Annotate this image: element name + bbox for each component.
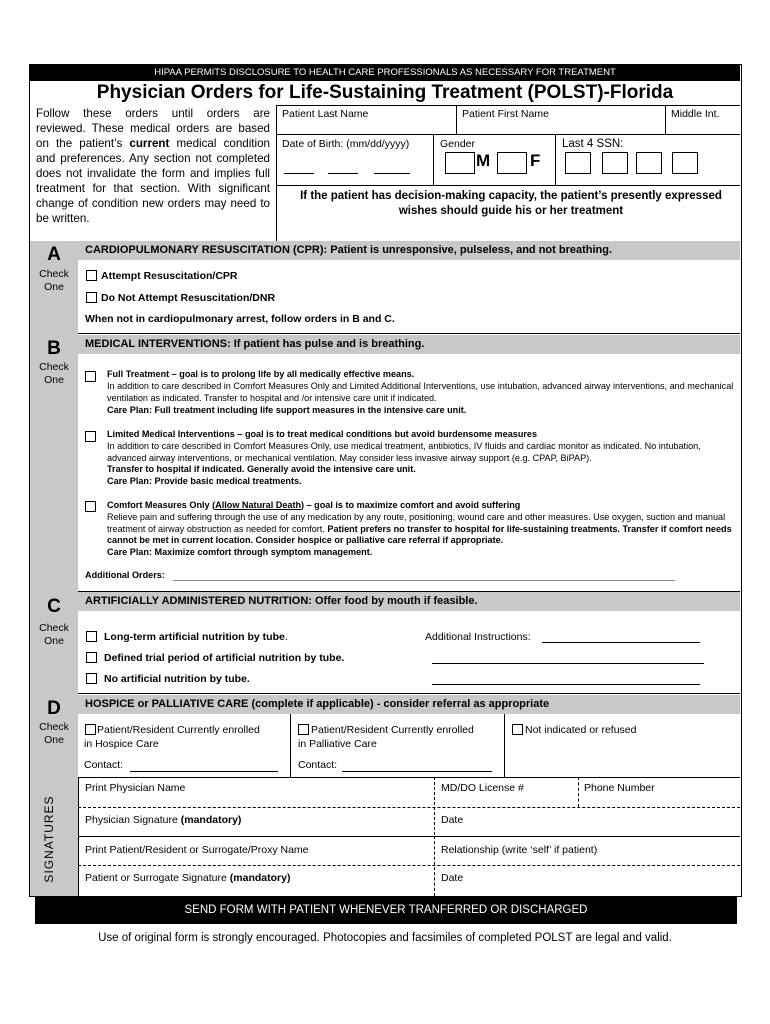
instructions-part-2: medical condition and preferences. Any section not completed does not invalidate the form and implies full treatment for that section. With significant change of condition new orders may need to be written. — [36, 137, 270, 225]
dnr-option: Do Not Attempt Resuscitation/DNR — [101, 292, 276, 304]
section-d-check-one: Check One — [39, 721, 69, 746]
not-indicated-option: Not indicated or refused — [525, 724, 637, 736]
limited-interventions-desc: In addition to care described in Comfort Measures Only, use medical treatment, antibiotics, IV fluids and cardiac monitor as indicated. No intubation, advanced airway interventions, or mechanical ventilation. May consider less invasive airway support (e.g. CPAP, BiPAP). — [107, 441, 701, 463]
section-a-heading: CARDIOPULMONARY RESUSCITATION (CPR): Patient is unresponsive, pulseless, and not breathing. — [85, 244, 613, 256]
divider — [578, 777, 579, 807]
full-treatment-care-plan: Care Plan: Full treatment including life support measures in the intensive care unit. — [107, 405, 467, 415]
physician-name-label: Print Physician Name — [85, 782, 186, 794]
dnr-checkbox[interactable] — [86, 292, 97, 303]
section-c-heading: ARTIFICIALLY ADMINISTERED NUTRITION: Offer food by mouth if feasible. — [85, 595, 478, 607]
form-title: Physician Orders for Life-Sustaining Treatment (POLST)-Florida — [96, 82, 674, 103]
section-b-check-one: Check One — [39, 361, 69, 386]
dob-label: Date of Birth: (mm/dd/yyyy) — [282, 138, 410, 150]
additional-instructions-field-2[interactable] — [432, 663, 704, 664]
mandatory-text: (mandatory) — [229, 872, 291, 884]
full-treatment-desc: In addition to care described in Comfort Measures Only and Limited Additional Interventions, use intubation, advanced airway interventions, and mechanical ventilation as indicated. Transfer to hospital and /or intensive care unit if indicated. — [107, 381, 734, 403]
physician-date-label: Date — [441, 814, 464, 826]
divider — [30, 333, 740, 334]
comfort-measures-title — [107, 500, 520, 512]
gender-f-label: F — [530, 151, 541, 170]
ssn-label: Last 4 SSN: — [562, 138, 624, 150]
divider — [30, 777, 740, 778]
comfort-desc-text: Relieve pain and suffering through the use of any medication by any route, positioning, wound care and other measures. Use oxygen, suction and manual treatment of airway obstruction as needed for comfort. — [107, 512, 726, 534]
not-indicated-checkbox[interactable] — [512, 724, 523, 735]
palliative-contact-label: Contact: — [298, 759, 338, 771]
divider — [290, 714, 291, 777]
additional-orders-label: Additional Orders: — [85, 570, 165, 580]
divider — [78, 807, 740, 808]
comfort-measures-care-plan: Care Plan: Maximize comfort through symptom management. — [107, 547, 373, 557]
divider — [456, 105, 457, 134]
original-form-note: Use of original form is strongly encouraged. Photocopies and facsimiles of completed POLST are legal and valid. — [98, 932, 672, 944]
trial-nutrition-checkbox[interactable] — [86, 652, 97, 663]
comfort-title-a: Comfort Measures Only ( — [107, 500, 216, 510]
comfort-measures-checkbox[interactable] — [85, 501, 96, 512]
capacity-note: If the patient has decision-making capacity, the patient’s presently expressed wishes should guide his or her treatment — [300, 190, 722, 217]
patient-date-label: Date — [441, 872, 464, 884]
no-nutrition-checkbox[interactable] — [86, 673, 97, 684]
divider — [433, 134, 434, 185]
patient-last-name-label: Patient Last Name — [282, 108, 369, 120]
dob-year-field[interactable] — [374, 173, 410, 174]
additional-instructions-field-1[interactable] — [542, 642, 700, 643]
divider — [434, 836, 435, 896]
limited-interventions-title: Limited Medical Interventions – goal is to treat medical conditions but avoid burdensome measures — [107, 429, 538, 439]
patient-name-label: Print Patient/Resident or Surrogate/Proxy Name — [85, 844, 309, 856]
gender-m-label: M — [476, 151, 491, 170]
license-label: MD/DO License # — [441, 782, 524, 794]
patient-first-name-label: Patient First Name — [462, 108, 549, 120]
physician-signature-label — [85, 814, 241, 827]
divider — [30, 693, 740, 694]
no-nutrition-option: No artificial nutrition by tube. — [104, 673, 250, 685]
divider — [276, 105, 740, 106]
section-b-heading: MEDICAL INTERVENTIONS: If patient has pulse and is breathing. — [85, 338, 425, 350]
relationship-label: Relationship (write ‘self’ if patient) — [441, 844, 598, 856]
section-d-letter: D — [47, 698, 61, 719]
divider — [276, 105, 277, 241]
gender-f-box[interactable] — [497, 152, 527, 174]
section-a-check-one: Check One — [39, 268, 69, 293]
divider — [434, 777, 435, 835]
mandatory-text: (mandatory) — [180, 814, 242, 826]
hospice-option-line1: Patient/Resident Currently enrolled — [97, 724, 260, 736]
section-b-letter: B — [47, 338, 61, 359]
send-form-banner: SEND FORM WITH PATIENT WHENEVER TRANFERRED OR DISCHARGED — [35, 897, 737, 924]
comfort-title-c: ) – goal is to maximize comfort and avoid suffering — [301, 500, 521, 510]
palliative-checkbox[interactable] — [298, 724, 309, 735]
comfort-title-b: Allow Natural Death — [215, 500, 302, 510]
middle-initial-label: Middle Int. — [671, 108, 720, 120]
instructions-part-1: Follow these orders until orders are reviewed. These medical orders are based on the patient’s — [36, 107, 270, 150]
long-term-nutrition-option — [104, 631, 288, 644]
divider — [276, 185, 740, 186]
section-c-check-one: Check One — [39, 622, 69, 647]
additional-instructions-label: Additional Instructions: — [425, 631, 531, 643]
long-term-nutrition-text: Long-term artificial nutrition by tube — [104, 631, 285, 643]
palliative-contact-field[interactable] — [342, 771, 492, 772]
patient-signature-label — [85, 872, 290, 885]
phone-label: Phone Number — [584, 782, 655, 794]
limited-interventions-care-plan: Care Plan: Provide basic medical treatments. — [107, 476, 302, 486]
hipaa-banner: HIPAA PERMITS DISCLOSURE TO HEALTH CARE PROFESSIONALS AS NECESSARY FOR TREATMENT — [30, 65, 740, 81]
full-treatment-checkbox[interactable] — [85, 371, 96, 382]
patient-signature-text: Patient or Surrogate Signature — [85, 872, 230, 884]
palliative-option-line1: Patient/Resident Currently enrolled — [311, 724, 474, 736]
instructions-current: current — [129, 137, 170, 150]
divider — [78, 865, 740, 866]
long-term-nutrition-period: . — [284, 631, 288, 643]
hospice-contact-field[interactable] — [130, 771, 278, 772]
ssn-digit-4[interactable] — [672, 152, 698, 174]
physician-signature-text: Physician Signature — [85, 814, 181, 826]
signatures-label: SIGNATURES — [42, 795, 56, 883]
limited-interventions-checkbox[interactable] — [85, 431, 96, 442]
ssn-digit-3[interactable] — [636, 152, 662, 174]
long-term-nutrition-checkbox[interactable] — [86, 631, 97, 642]
section-a-letter: A — [47, 244, 61, 265]
ssn-digit-2[interactable] — [602, 152, 628, 174]
divider — [555, 134, 556, 185]
hospice-checkbox[interactable] — [85, 724, 96, 735]
section-c-letter: C — [47, 596, 61, 617]
ssn-digit-1[interactable] — [565, 152, 591, 174]
gender-label: Gender — [440, 138, 476, 150]
comfort-desc-bold: Patient prefers no transfer to hospital for life-sustaining treatments. Transfer if comfort needs cannot be met in current location. Consider hospice or palliative care referral if appropriate. — [107, 523, 732, 546]
additional-instructions-field-3[interactable] — [432, 684, 700, 685]
comfort-measures-desc — [107, 512, 739, 547]
polst-form — [29, 64, 742, 897]
section-a-note: When not in cardiopulmonary arrest, follow orders in B and C. — [85, 313, 395, 325]
cpr-option: Attempt Resuscitation/CPR — [101, 270, 238, 282]
cpr-checkbox[interactable] — [86, 270, 97, 281]
divider — [78, 836, 740, 837]
divider — [504, 714, 505, 777]
instructions-text — [36, 106, 270, 226]
section-d-heading: HOSPICE or PALLIATIVE CARE (complete if applicable) - consider referral as appropriate — [85, 698, 550, 710]
divider — [276, 134, 740, 135]
palliative-option-line2: in Palliative Care — [298, 738, 377, 750]
additional-orders-field[interactable] — [173, 580, 675, 581]
dob-day-field[interactable] — [328, 173, 358, 174]
gender-m-box[interactable] — [445, 152, 475, 174]
hospice-contact-label: Contact: — [84, 759, 124, 771]
trial-nutrition-option: Defined trial period of artificial nutrition by tube. — [104, 652, 345, 664]
full-treatment-title: Full Treatment – goal is to prolong life by all medically effective means. — [107, 369, 415, 379]
limited-interventions-transfer: Transfer to hospital if indicated. Generally avoid the intensive care unit. — [107, 464, 416, 474]
dob-month-field[interactable] — [284, 173, 314, 174]
hospice-option-line2: in Hospice Care — [84, 738, 159, 750]
divider — [665, 105, 666, 134]
